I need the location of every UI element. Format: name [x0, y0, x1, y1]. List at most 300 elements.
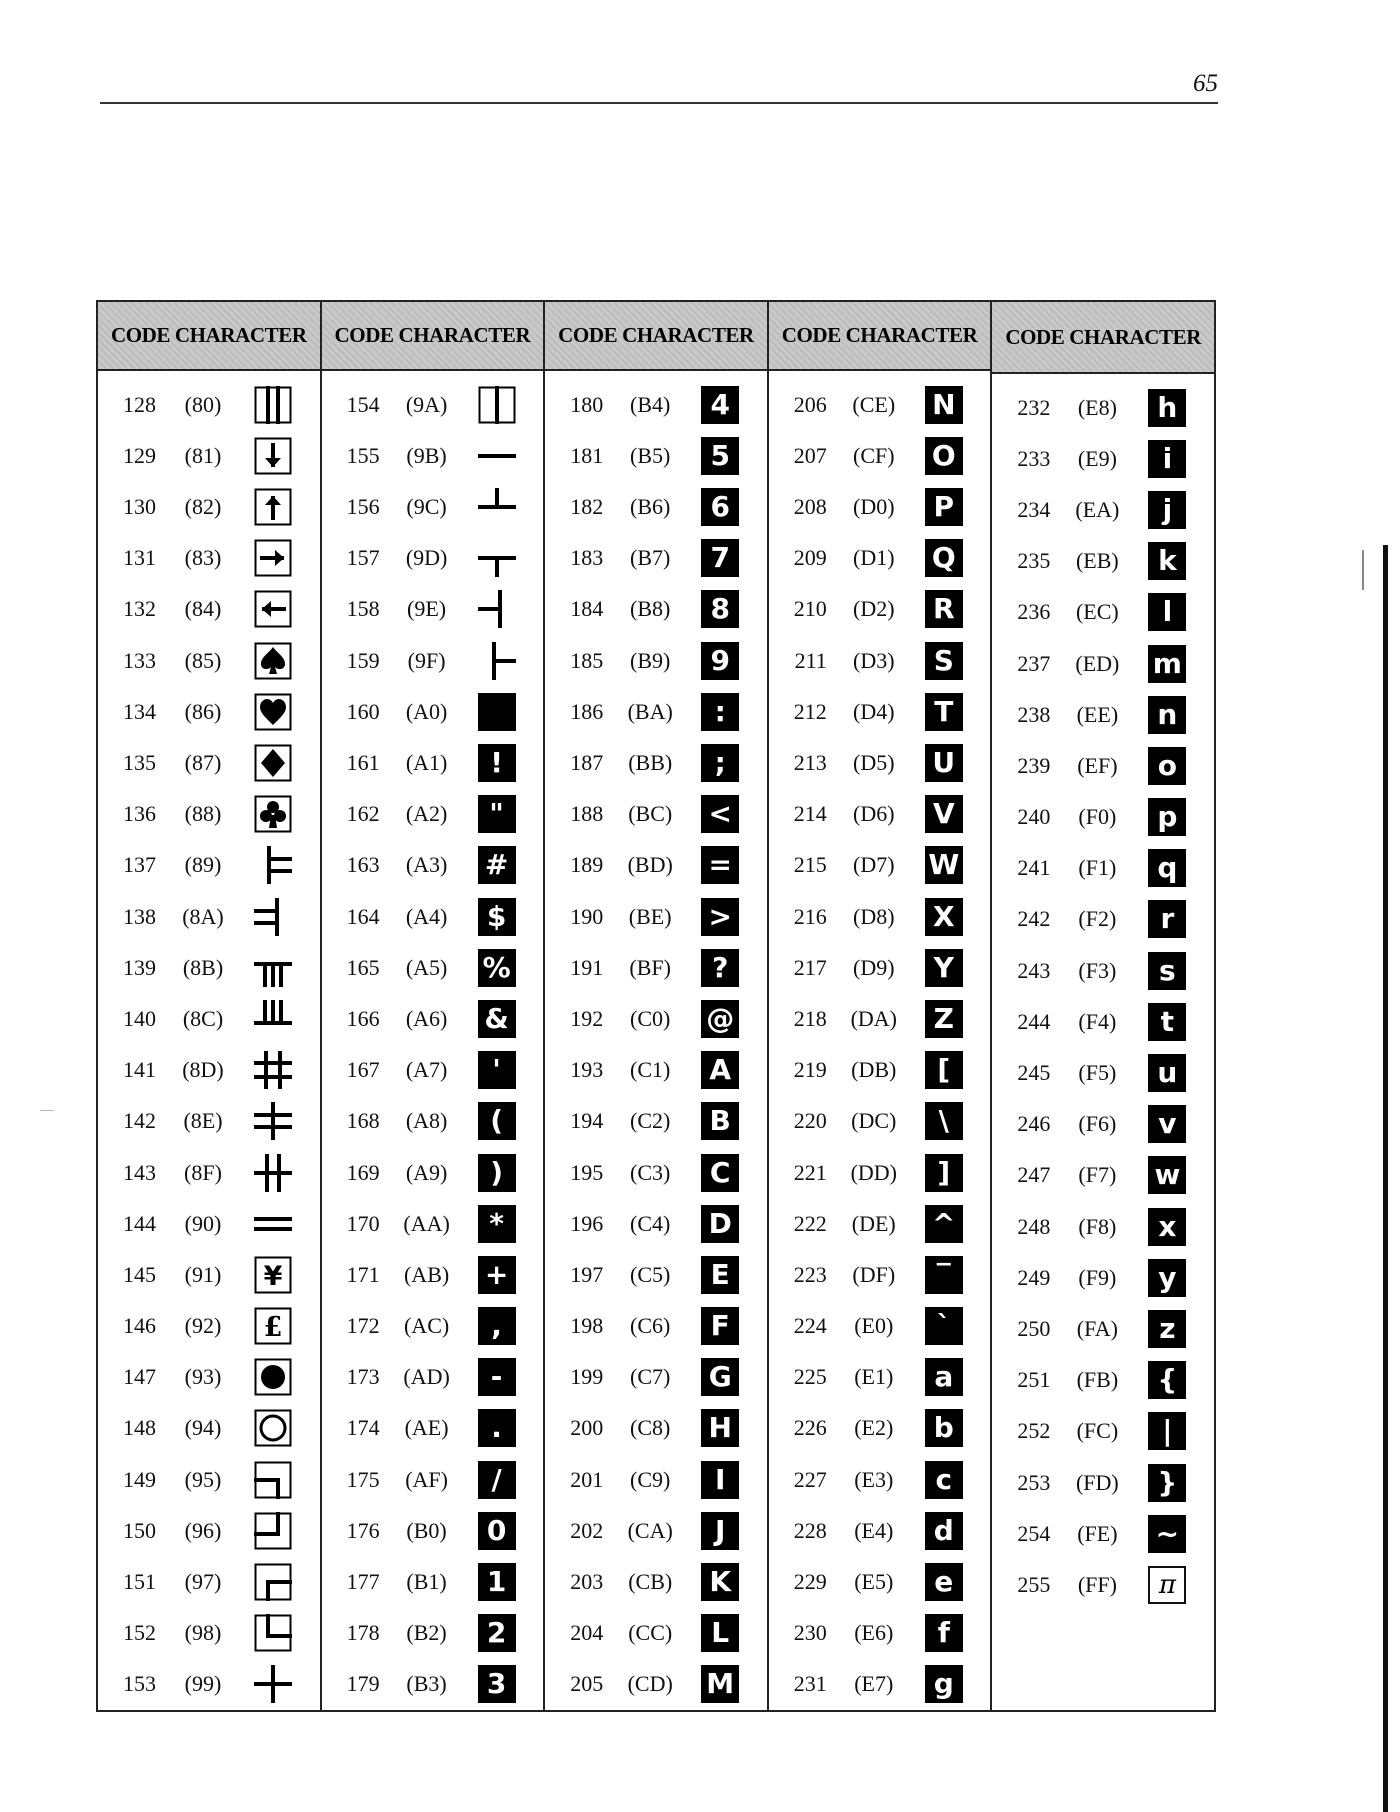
- character-glyph: ?: [701, 949, 739, 987]
- character-glyph: @: [701, 1000, 739, 1038]
- character-glyph: y: [1148, 1259, 1186, 1297]
- code-hex: (C4): [630, 1210, 671, 1236]
- code-hex: (A4): [405, 903, 448, 929]
- table-row: [322, 482, 544, 533]
- table-row: [545, 1505, 767, 1556]
- table-row: [769, 993, 991, 1044]
- code-decimal: 185: [570, 647, 604, 673]
- code-hex: (D3): [853, 647, 895, 673]
- code-hex: (9F): [407, 647, 446, 673]
- code-decimal: 135: [123, 750, 156, 776]
- table-row: [545, 840, 767, 891]
- code-hex: (98): [184, 1620, 222, 1646]
- character-glyph: a: [925, 1358, 963, 1396]
- code-decimal: 157: [346, 545, 380, 571]
- code-hex: (E8): [1077, 394, 1117, 420]
- table-row: [322, 1198, 544, 1249]
- code-decimal: 210: [793, 596, 827, 622]
- code-hex: (F9): [1078, 1264, 1117, 1290]
- code-decimal: 144: [123, 1210, 156, 1236]
- code-hex: (B0): [406, 1517, 447, 1543]
- code-decimal: 128: [123, 391, 156, 417]
- table-row: [98, 1556, 320, 1607]
- pound-icon: [254, 1307, 292, 1345]
- code-decimal: 187: [570, 750, 604, 776]
- blk-bottom-comb-icon: [254, 1000, 292, 1038]
- code-decimal: 238: [1017, 701, 1051, 727]
- table-row: [769, 1556, 991, 1607]
- blk-2vbar-icon: [254, 386, 292, 424]
- code-decimal: 199: [570, 1364, 604, 1390]
- table-row: [98, 891, 320, 942]
- code-decimal: 221: [793, 1159, 827, 1185]
- column-header: CODE CHARACTER: [992, 302, 1214, 374]
- table-row: [992, 1303, 1214, 1354]
- code-hex: (F5): [1078, 1060, 1117, 1086]
- character-glyph: t: [1148, 1003, 1186, 1041]
- code-decimal: 131: [123, 545, 156, 571]
- code-hex: (97): [184, 1569, 222, 1595]
- table-row: [992, 1457, 1214, 1508]
- code-hex: (99): [184, 1671, 222, 1697]
- table-row: [322, 635, 544, 686]
- column-rows: [98, 371, 320, 1710]
- code-decimal: 249: [1017, 1264, 1051, 1290]
- code-hex: (F3): [1078, 957, 1117, 983]
- code-hex: (E2): [854, 1415, 894, 1441]
- table-row: [545, 1608, 767, 1659]
- code-decimal: 197: [570, 1261, 604, 1287]
- table-row: [545, 1045, 767, 1096]
- code-hex: (B9): [630, 647, 671, 673]
- character-glyph: N: [925, 386, 963, 424]
- code-hex: (B3): [406, 1671, 447, 1697]
- table-column: [769, 302, 993, 1710]
- spade-icon: [254, 642, 292, 680]
- character-glyph: M: [701, 1665, 739, 1703]
- code-decimal: 216: [793, 903, 827, 929]
- code-hex: (C8): [630, 1415, 671, 1441]
- table-row: [98, 1659, 320, 1710]
- code-decimal: 138: [123, 903, 156, 929]
- code-hex: (B1): [406, 1569, 447, 1595]
- character-glyph: W: [925, 846, 963, 884]
- table-row: [992, 1150, 1214, 1201]
- table-row: [545, 1198, 767, 1249]
- code-hex: (89): [184, 852, 222, 878]
- code-decimal: 231: [793, 1671, 827, 1697]
- code-decimal: 145: [123, 1261, 156, 1287]
- character-glyph: q: [1148, 849, 1186, 887]
- code-decimal: 141: [123, 1057, 156, 1083]
- code-hex: (D1): [853, 545, 895, 571]
- code-hex: (B6): [630, 494, 671, 520]
- blk-corner-tl-icon: [254, 1461, 292, 1499]
- table-column: [992, 302, 1214, 1710]
- character-glyph: =: [701, 846, 739, 884]
- blk-cross-icon: [254, 1665, 292, 1703]
- code-decimal: 162: [346, 801, 380, 827]
- table-row: [98, 993, 320, 1044]
- code-decimal: 203: [570, 1569, 604, 1595]
- code-decimal: 228: [793, 1517, 827, 1543]
- code-decimal: 182: [570, 494, 604, 520]
- code-hex: (93): [184, 1364, 222, 1390]
- scan-mark: [40, 1110, 54, 1111]
- table-row: [322, 1505, 544, 1556]
- table-row: [992, 894, 1214, 945]
- code-hex: (D6): [853, 801, 895, 827]
- code-decimal: 223: [793, 1261, 827, 1287]
- table-row: [545, 1454, 767, 1505]
- table-row: [545, 533, 767, 584]
- code-hex: (E4): [854, 1517, 894, 1543]
- character-glyph: π: [1148, 1566, 1186, 1604]
- code-decimal: 170: [346, 1210, 380, 1236]
- blk-double-hbar-icon: [254, 1205, 292, 1243]
- table-row: [322, 379, 544, 430]
- arrow-left-icon: [254, 590, 292, 628]
- code-hex: (8E): [183, 1108, 223, 1134]
- code-decimal: 189: [570, 852, 604, 878]
- character-glyph: K: [701, 1563, 739, 1601]
- table-row: [545, 1352, 767, 1403]
- table-row: [545, 686, 767, 737]
- code-decimal: 215: [793, 852, 827, 878]
- table-row: [545, 1096, 767, 1147]
- code-decimal: 161: [346, 750, 380, 776]
- table-row: [322, 840, 544, 891]
- code-decimal: 129: [123, 442, 156, 468]
- table-row: [545, 635, 767, 686]
- code-hex: (D5): [853, 750, 895, 776]
- heart-icon: [254, 693, 292, 731]
- blk-hash-grid-icon: [254, 1051, 292, 1089]
- character-glyph: .: [478, 1409, 516, 1447]
- code-hex: (8D): [182, 1057, 224, 1083]
- table-row: [98, 840, 320, 891]
- table-row: [322, 1352, 544, 1403]
- table-row: [322, 1608, 544, 1659]
- table-row: [322, 1659, 544, 1710]
- code-hex: (CF): [853, 442, 895, 468]
- code-decimal: 244: [1017, 1008, 1051, 1034]
- table-row: [98, 1608, 320, 1659]
- code-hex: (81): [184, 442, 222, 468]
- code-decimal: 243: [1017, 957, 1051, 983]
- character-glyph: j: [1148, 491, 1186, 529]
- character-glyph: Z: [925, 1000, 963, 1038]
- code-decimal: 155: [346, 442, 380, 468]
- code-decimal: 254: [1017, 1520, 1051, 1546]
- code-decimal: 246: [1017, 1111, 1051, 1137]
- table-row: [769, 1249, 991, 1300]
- code-hex: (EB): [1075, 548, 1119, 574]
- code-decimal: 173: [346, 1364, 380, 1390]
- table-row: [322, 584, 544, 635]
- yen-icon: [254, 1256, 292, 1294]
- character-glyph: ‾: [925, 1256, 963, 1294]
- table-column: [322, 302, 546, 1710]
- code-hex: (A9): [405, 1159, 448, 1185]
- table-row: [322, 1301, 544, 1352]
- table-row: [98, 686, 320, 737]
- character-glyph: h: [1148, 389, 1186, 427]
- code-hex: (8C): [182, 1005, 224, 1031]
- character-glyph: ;: [701, 744, 739, 782]
- code-decimal: 169: [346, 1159, 380, 1185]
- code-hex: (E6): [854, 1620, 894, 1646]
- code-hex: (E5): [854, 1569, 894, 1595]
- column-rows: [545, 371, 767, 1710]
- table-row: [545, 379, 767, 430]
- table-row: [992, 1047, 1214, 1098]
- character-glyph: ~: [1148, 1515, 1186, 1553]
- code-decimal: 134: [123, 698, 156, 724]
- character-glyph: Q: [925, 539, 963, 577]
- blk-corner-br-icon: [254, 1512, 292, 1550]
- character-glyph: f: [925, 1614, 963, 1652]
- table-row: [769, 737, 991, 788]
- character-glyph: 7: [701, 539, 739, 577]
- code-hex: (B4): [630, 391, 671, 417]
- blk-tee-right-icon: [478, 642, 516, 680]
- character-glyph: n: [1148, 696, 1186, 734]
- table-row: [545, 737, 767, 788]
- code-hex: (A2): [405, 801, 448, 827]
- code-decimal: 222: [793, 1210, 827, 1236]
- table-row: [992, 484, 1214, 535]
- character-glyph: c: [925, 1461, 963, 1499]
- code-decimal: 251: [1017, 1367, 1051, 1393]
- character-glyph: 2: [478, 1614, 516, 1652]
- code-hex: (A5): [405, 954, 448, 980]
- code-hex: (83): [184, 545, 222, 571]
- code-decimal: 211: [794, 647, 827, 673]
- character-glyph: V: [925, 795, 963, 833]
- table-row: [769, 1505, 991, 1556]
- diamond-icon: [254, 744, 292, 782]
- character-glyph: <: [701, 795, 739, 833]
- column-header: CODE CHARACTER: [545, 302, 767, 371]
- table-row: [322, 891, 544, 942]
- character-glyph: J: [701, 1512, 739, 1550]
- code-hex: (B5): [630, 442, 671, 468]
- code-hex: (DD): [850, 1159, 897, 1185]
- code-hex: (90): [184, 1210, 222, 1236]
- code-decimal: 159: [346, 647, 380, 673]
- table-row: [545, 482, 767, 533]
- code-decimal: 207: [793, 442, 827, 468]
- code-decimal: 156: [346, 494, 380, 520]
- table-row: [322, 1096, 544, 1147]
- character-glyph: i: [1148, 440, 1186, 478]
- code-decimal: 149: [123, 1466, 156, 1492]
- code-decimal: 143: [123, 1159, 156, 1185]
- character-glyph: u: [1148, 1054, 1186, 1092]
- character-glyph: D: [701, 1205, 739, 1243]
- code-decimal: 218: [793, 1005, 827, 1031]
- arrow-up-icon: [254, 488, 292, 526]
- table-row: [545, 993, 767, 1044]
- code-decimal: 174: [346, 1415, 380, 1441]
- code-hex: (FD): [1075, 1469, 1119, 1495]
- character-glyph: m: [1148, 645, 1186, 683]
- arrow-down-icon: [254, 437, 292, 475]
- blk-tee-up-icon: [478, 488, 516, 526]
- code-hex: (B7): [630, 545, 671, 571]
- code-decimal: 163: [346, 852, 380, 878]
- code-hex: (D8): [853, 903, 895, 929]
- code-hex: (9C): [406, 494, 447, 520]
- character-glyph: 4: [701, 386, 739, 424]
- code-decimal: 190: [570, 903, 604, 929]
- code-hex: (D9): [853, 954, 895, 980]
- code-hex: (C3): [630, 1159, 671, 1185]
- column-rows: [322, 371, 544, 1710]
- open-circle-icon: [254, 1409, 292, 1447]
- code-decimal: 137: [123, 852, 156, 878]
- code-hex: (84): [184, 596, 222, 622]
- table-row: [769, 1045, 991, 1096]
- page-edge-shadow: [1383, 545, 1388, 1812]
- code-decimal: 151: [123, 1569, 156, 1595]
- character-glyph: r: [1148, 900, 1186, 938]
- code-decimal: 183: [570, 545, 604, 571]
- code-hex: (E9): [1077, 445, 1117, 471]
- table-row: [322, 533, 544, 584]
- code-hex: (DE): [851, 1210, 896, 1236]
- table-row: [992, 945, 1214, 996]
- table-row: [98, 379, 320, 430]
- blk-tee-left-icon: [478, 590, 516, 628]
- code-decimal: 219: [793, 1057, 827, 1083]
- code-hex: (A0): [405, 698, 448, 724]
- code-hex: (C0): [630, 1005, 671, 1031]
- code-decimal: 146: [123, 1313, 156, 1339]
- table-row: [545, 1659, 767, 1710]
- character-glyph: I: [701, 1461, 739, 1499]
- code-decimal: 206: [793, 391, 827, 417]
- character-glyph: l: [1148, 593, 1186, 631]
- code-hex: (BD): [627, 852, 673, 878]
- code-decimal: 180: [570, 391, 604, 417]
- character-glyph: z: [1148, 1310, 1186, 1348]
- code-decimal: 178: [346, 1620, 380, 1646]
- code-hex: (BE): [628, 903, 672, 929]
- code-hex: (96): [184, 1517, 222, 1543]
- code-hex: (CD): [627, 1671, 673, 1697]
- code-hex: (FE): [1077, 1520, 1118, 1546]
- solid-block-icon: [478, 693, 516, 731]
- table-row: [322, 1045, 544, 1096]
- code-hex: (BC): [628, 801, 673, 827]
- code-hex: (AA): [403, 1210, 450, 1236]
- table-row: [322, 430, 544, 481]
- table-row: [769, 635, 991, 686]
- table-row: [98, 635, 320, 686]
- code-decimal: 168: [346, 1108, 380, 1134]
- code-decimal: 217: [793, 954, 827, 980]
- code-decimal: 184: [570, 596, 604, 622]
- code-decimal: 233: [1017, 445, 1051, 471]
- page-number: 65: [1193, 70, 1218, 97]
- character-glyph: d: [925, 1512, 963, 1550]
- code-hex: (85): [184, 647, 222, 673]
- character-glyph: x: [1148, 1208, 1186, 1246]
- character-glyph: `: [925, 1307, 963, 1345]
- code-decimal: 130: [123, 494, 156, 520]
- table-row: [769, 1403, 991, 1454]
- code-hex: (92): [184, 1313, 222, 1339]
- code-decimal: 247: [1017, 1162, 1051, 1188]
- code-decimal: 191: [570, 954, 604, 980]
- code-hex: (AE): [404, 1415, 449, 1441]
- table-row: [992, 382, 1214, 433]
- code-hex: (FA): [1076, 1315, 1118, 1341]
- table-row: [98, 1096, 320, 1147]
- table-row: [992, 740, 1214, 791]
- character-glyph: |: [1148, 1412, 1186, 1450]
- table-row: [98, 533, 320, 584]
- code-decimal: 166: [346, 1005, 380, 1031]
- character-glyph: 9: [701, 642, 739, 680]
- character-glyph: P: [925, 488, 963, 526]
- code-hex: (A7): [405, 1057, 448, 1083]
- code-decimal: 201: [570, 1466, 604, 1492]
- code-hex: (9A): [405, 391, 448, 417]
- code-hex: (C2): [630, 1108, 671, 1134]
- character-glyph: O: [925, 437, 963, 475]
- code-decimal: 240: [1017, 804, 1051, 830]
- table-row: [98, 430, 320, 481]
- table-row: [98, 789, 320, 840]
- character-glyph: {: [1148, 1361, 1186, 1399]
- table-row: [769, 1096, 991, 1147]
- table-row: [769, 1659, 991, 1710]
- code-decimal: 202: [570, 1517, 604, 1543]
- blk-hbar-icon: [478, 437, 516, 475]
- code-hex: (F7): [1078, 1162, 1117, 1188]
- character-glyph: E: [701, 1256, 739, 1294]
- code-hex: (BB): [628, 750, 673, 776]
- table-row: [545, 1556, 767, 1607]
- code-decimal: 150: [123, 1517, 156, 1543]
- code-decimal: 232: [1017, 394, 1051, 420]
- code-decimal: 158: [346, 596, 380, 622]
- table-row: [992, 689, 1214, 740]
- code-decimal: 164: [346, 903, 380, 929]
- filled-circle-icon: [254, 1358, 292, 1396]
- table-row: [992, 638, 1214, 689]
- table-row: [769, 1147, 991, 1198]
- code-hex: (C5): [630, 1261, 671, 1287]
- code-hex: (C7): [630, 1364, 671, 1390]
- code-hex: (BA): [627, 698, 673, 724]
- table-row: [98, 584, 320, 635]
- character-glyph: ,: [478, 1307, 516, 1345]
- table-row: [98, 1505, 320, 1556]
- table-row: [98, 942, 320, 993]
- character-glyph: e: [925, 1563, 963, 1601]
- character-glyph: b: [925, 1409, 963, 1447]
- table-row: [992, 536, 1214, 587]
- code-decimal: 165: [346, 954, 380, 980]
- table-row: [992, 1099, 1214, 1150]
- code-hex: (95): [184, 1466, 222, 1492]
- code-hex: (EA): [1075, 496, 1120, 522]
- code-hex: (80): [184, 391, 222, 417]
